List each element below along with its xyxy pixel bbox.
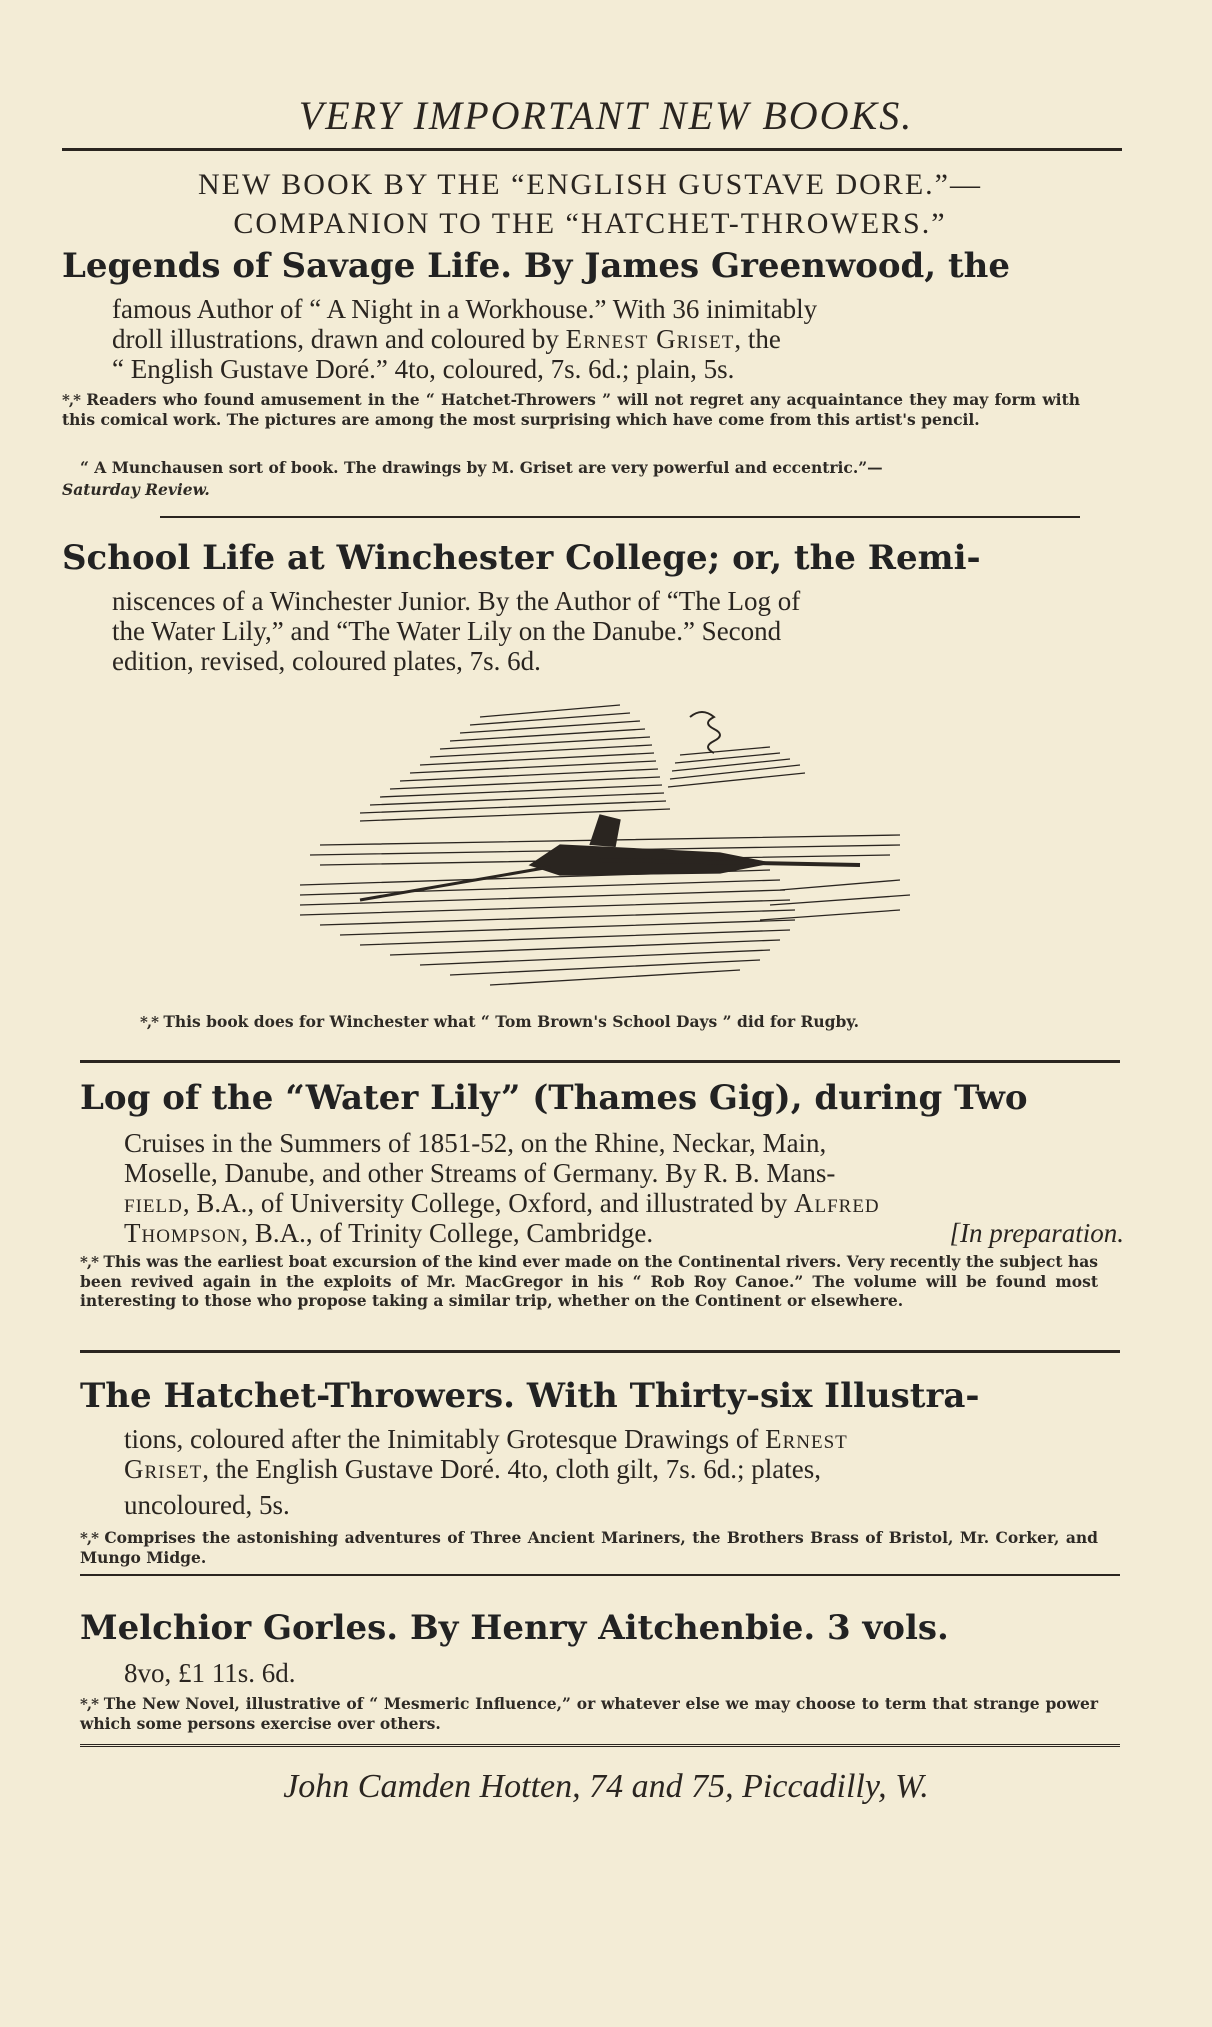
entry3-illustrator-first-name: Alfred [793, 1188, 880, 1218]
entry5-note-text: The New Novel, illustrative of “ Mesmeric Influence,” or whatever else we may choose to term that strange power which some persons exercise over others. [80, 1694, 1098, 1733]
entry1-illustrator-name: Ernest Griset [565, 324, 735, 354]
entry1-note-text: Readers who found amusement in the “ Hatchet-Throwers ” will not regret any acquaintance they may form with this comical work. The pictures are among the most surprising which have come from this artist's pencil. [62, 390, 1080, 429]
entry4-body-line2-b: , the English Gustave Doré. 4to, cloth gilt, 7s. 6d.; plates, [202, 1454, 821, 1484]
entry3-note [80, 1252, 1098, 1310]
head-rule [62, 148, 1122, 151]
note-asterism-icon: *,* [80, 1529, 98, 1547]
entry4-body-line3: uncoloured, 5s. [124, 1490, 290, 1520]
entry3-body-line4 [124, 1218, 1124, 1248]
entry5-title: Melchior Gorles. By Henry Aitchenbie. 3 vols. [80, 1608, 949, 1648]
entry5-body-line1: 8vo, £1 11s. 6d. [124, 1658, 296, 1688]
entry3-body-line2: Moselle, Danube, and other Streams of Germany. By R. B. Mans- [124, 1158, 836, 1188]
entry4-body-line1 [124, 1424, 1124, 1454]
entry1-body-line2-b: , the [734, 324, 781, 354]
entry2-body-line1: niscences of a Winchester Junior. By the Author of “The Log of [112, 586, 801, 616]
entry1-review-source: Saturday Review. [62, 480, 210, 499]
entry3-body-line3 [124, 1188, 1124, 1218]
entry4-title: The Hatchet-Throwers. With Thirty-six Illustra- [80, 1376, 980, 1416]
entry1-heading-line1: NEW BOOK BY THE “ENGLISH GUSTAVE DORE.”— [198, 168, 982, 201]
entry1-body-line2 [112, 324, 1112, 354]
entry5-note [80, 1694, 1098, 1733]
entry3-author-name-end: field [124, 1188, 183, 1218]
entry1-title: Legends of Savage Life. By James Greenwood, the [62, 246, 1011, 286]
note-asterism-icon: *,* [80, 1695, 98, 1713]
entry1-body-line2-a: droll illustrations, drawn and coloured by [112, 324, 566, 354]
divider-2 [80, 1060, 1120, 1063]
entry3-body-line4-b: , B.A., of Trinity College, Cambridge. [241, 1218, 654, 1248]
entry4-body-line2 [124, 1454, 1124, 1484]
entry1-review [80, 458, 1080, 477]
entry4-note [80, 1528, 1098, 1567]
entry2-note-text: This book does for Winchester what “ Tom Brown's School Days ” did for Rugby. [163, 1012, 859, 1031]
note-asterism-icon: *,* [62, 391, 80, 409]
entry2-body-line2: the Water Lily,” and “The Water Lily on the Danube.” Second [112, 616, 782, 646]
divider-1 [160, 516, 1080, 518]
entry1-review-quote: “ A Munchausen sort of book. The drawings by M. Griset are very powerful and eccentric.”— [80, 458, 883, 477]
divider-4 [80, 1574, 1120, 1576]
entry3-note-text: This was the earliest boat excursion of the kind ever made on the Continental rivers. Very recently the subject has been revived again in the exploits of Mr. MacGregor in his “ Rob Roy Canoe.” The volume will be found most interesting to those who propose taking a similar trip, whether on the Continent or elsewhere. [80, 1252, 1098, 1310]
entry1-heading-line2: COMPANION TO THE “HATCHET-THROWERS.” [233, 207, 947, 240]
entry4-illustrator-first-name: Ernest [765, 1424, 848, 1454]
note-asterism-icon: *,* [80, 1253, 98, 1271]
entry3-body-line3-b: , B.A., of University College, Oxford, and illustrated by [182, 1188, 794, 1218]
entry4-illustrator-surname: Griset [124, 1454, 203, 1484]
entry3-status: [In preparation. [949, 1218, 1124, 1248]
publisher-imprint: John Camden Hotten, 74 and 75, Piccadilly, W. [283, 1768, 929, 1805]
entry1-body-line3: “ English Gustave Doré.” 4to, coloured, 7s. 6d.; plain, 5s. [112, 354, 735, 384]
entry2-note [140, 1012, 1120, 1032]
entry4-body-line1-a: tions, coloured after the Inimitably Grotesque Drawings of [124, 1424, 766, 1454]
rowing-boat-engraving-icon [300, 695, 910, 995]
entry2-body-line3: edition, revised, coloured plates, 7s. 6d. [112, 646, 541, 676]
note-asterism-icon: *,* [140, 1013, 158, 1031]
divider-5 [80, 1744, 1120, 1750]
entry3-body-line1: Cruises in the Summers of 1851-52, on the Rhine, Neckar, Main, [124, 1128, 827, 1158]
entry4-note-text: Comprises the astonishing adventures of Three Ancient Mariners, the Brothers Brass of Bristol, Mr. Corker, and Mungo Midge. [80, 1528, 1098, 1567]
divider-3 [80, 1350, 1120, 1353]
entry1-body-line1: famous Author of “ A Night in a Workhouse.” With 36 inimitably [112, 294, 818, 324]
entry1-note [62, 390, 1080, 429]
running-head: VERY IMPORTANT NEW BOOKS. [298, 93, 914, 138]
entry3-illustrator-surname: Thompson [124, 1218, 242, 1248]
entry2-title: School Life at Winchester College; or, the Remi- [62, 538, 981, 578]
entry3-title: Log of the “Water Lily” (Thames Gig), during Two [80, 1078, 1028, 1118]
